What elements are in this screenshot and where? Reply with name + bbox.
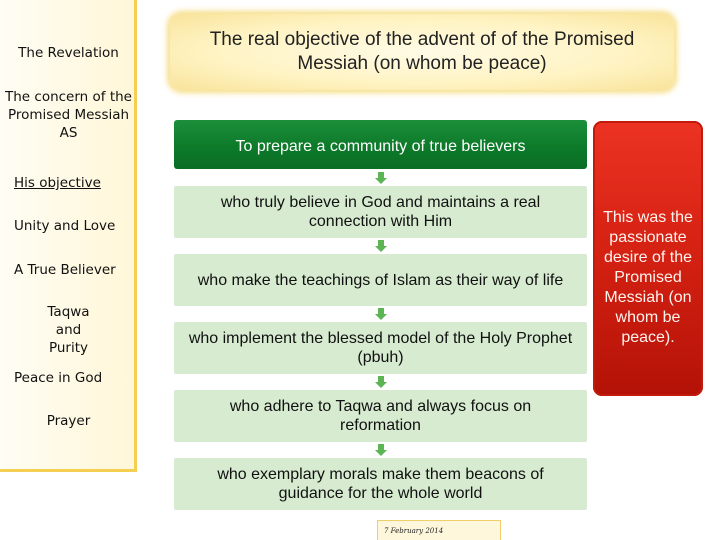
sidebar-item-objective[interactable]: His objective: [14, 175, 101, 191]
sidebar-item-concern[interactable]: The concern of the Promised Messiah AS: [5, 89, 132, 141]
down-arrow-icon: [375, 376, 387, 388]
date-text: 7 February 2014: [384, 527, 444, 535]
sidebar-panel: [0, 0, 137, 472]
step-text: who implement the blessed model of the Holy Prophet (pbuh): [188, 330, 573, 366]
step-text: who exemplary morals make them beacons of guidance for the whole world: [217, 466, 544, 502]
side-note-text: This was the passionate desire of the Promised Messiah (on whom be peace).: [603, 209, 693, 346]
step-box: [174, 254, 587, 306]
down-arrow-icon: [375, 240, 387, 252]
step-box: [174, 390, 587, 442]
slide-title-text: The real objective of the advent of of the Promised Messiah (on whom be peace): [209, 29, 635, 74]
header-box: [174, 120, 587, 169]
slide-title: [170, 14, 674, 90]
sidebar-item-peace[interactable]: Peace in God: [14, 370, 103, 386]
date-label: [377, 520, 501, 540]
header-text: To prepare a community of true believers: [235, 137, 526, 155]
sidebar-item-prayer[interactable]: Prayer: [46, 413, 91, 429]
step-box: [174, 322, 587, 374]
step-box: [174, 186, 587, 238]
step-text: who make the teachings of Islam as their way of life: [197, 271, 564, 289]
step-text: who adhere to Taqwa and always focus on reformation: [229, 398, 532, 434]
sidebar-item-true-believer[interactable]: A True Believer: [14, 262, 116, 278]
step-box: [174, 458, 587, 510]
down-arrow-icon: [375, 444, 387, 456]
step-text: who truly believe in God and maintains a real connection with Him: [220, 194, 541, 230]
sidebar-item-revelation[interactable]: The Revelation: [18, 45, 119, 61]
down-arrow-icon: [375, 172, 387, 184]
sidebar-item-taqwa[interactable]: Taqwa and Purity: [47, 304, 90, 356]
sidebar-item-unity[interactable]: Unity and Love: [14, 218, 116, 234]
down-arrow-icon: [375, 308, 387, 320]
